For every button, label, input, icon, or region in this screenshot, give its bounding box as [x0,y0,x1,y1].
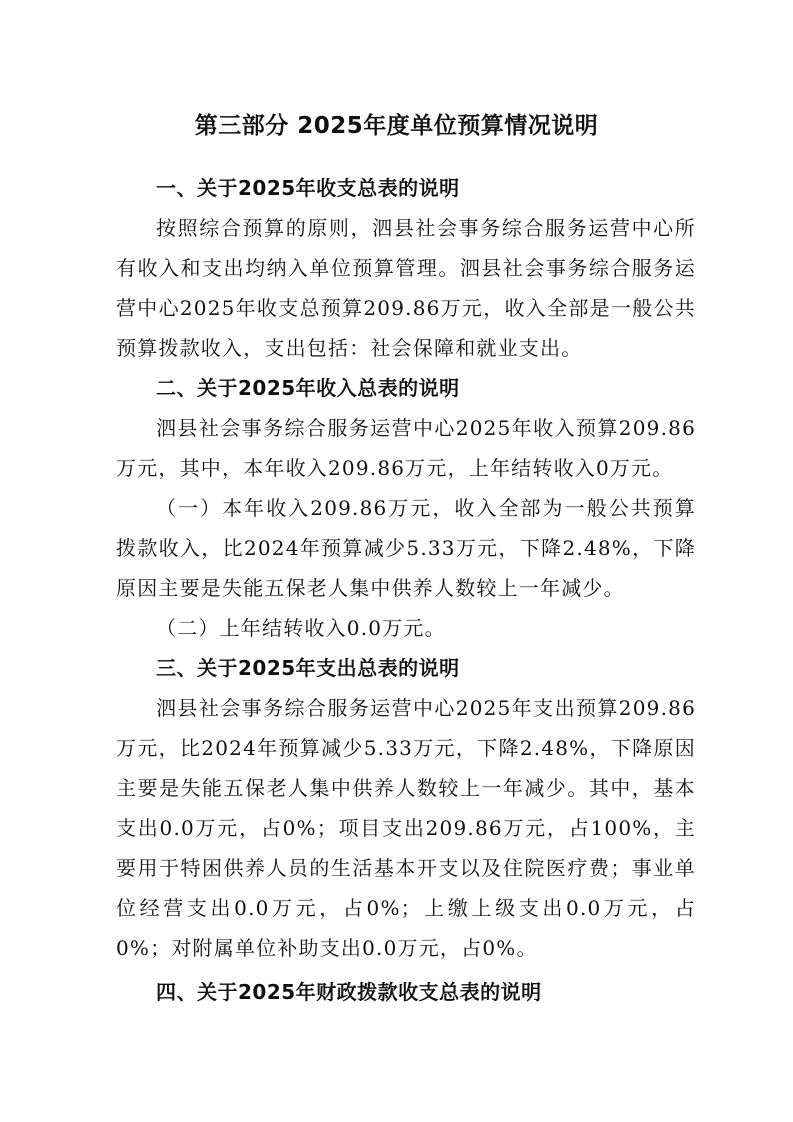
section-2-paragraph-3: （二）上年结转收入0.0万元。 [156,616,446,640]
section-heading-4: 四、关于2025年财政拨款收支总表的说明 [156,980,542,1004]
section-1-paragraph-1: 按照综合预算的原则，泗县社会事务综合服务运营中心所有收入和支出均纳入单位预算管理。泗县社会事务综合服务运营中心2025年收支总预算209.86万元，收入全部是一般公共预算拨款收入，支出包括：社会保障和就业支出。 [116,216,696,360]
section-3-paragraph-1: 泗县社会事务综合服务运营中心2025年支出预算209.86万元，比2024年预算减少5.33万元，下降2.48%，下降原因主要是失能五保老人集中供养人数较上一年减少。其中，基本支出0.0万元，占0%；项目支出209.86万元，占100%，主要用于特困供养人员的生活基本开支以及住院医疗费；事业单位经营支出0.0万元，占0%；上缴上级支出0.0万元，占0%；对附属单位补助支出0.0万元，占0%。 [116,696,696,960]
section-heading-3: 三、关于2025年支出总表的说明 [156,656,460,680]
section-heading-1: 一、关于2025年收支总表的说明 [156,176,460,200]
section-2-paragraph-2: （一）本年收入209.86万元，收入全部为一般公共预算拨款收入，比2024年预算减少5.33万元，下降2.48%，下降原因主要是失能五保老人集中供养人数较上一年减少。 [116,496,696,600]
section-2-paragraph-1: 泗县社会事务综合服务运营中心2025年收入预算209.86万元，其中，本年收入209.86万元，上年结转收入0万元。 [116,416,696,480]
page-title: 第三部分 2025年度单位预算情况说明 [194,113,599,139]
section-heading-2: 二、关于2025年收入总表的说明 [156,376,460,400]
document-body [116,168,696,1012]
